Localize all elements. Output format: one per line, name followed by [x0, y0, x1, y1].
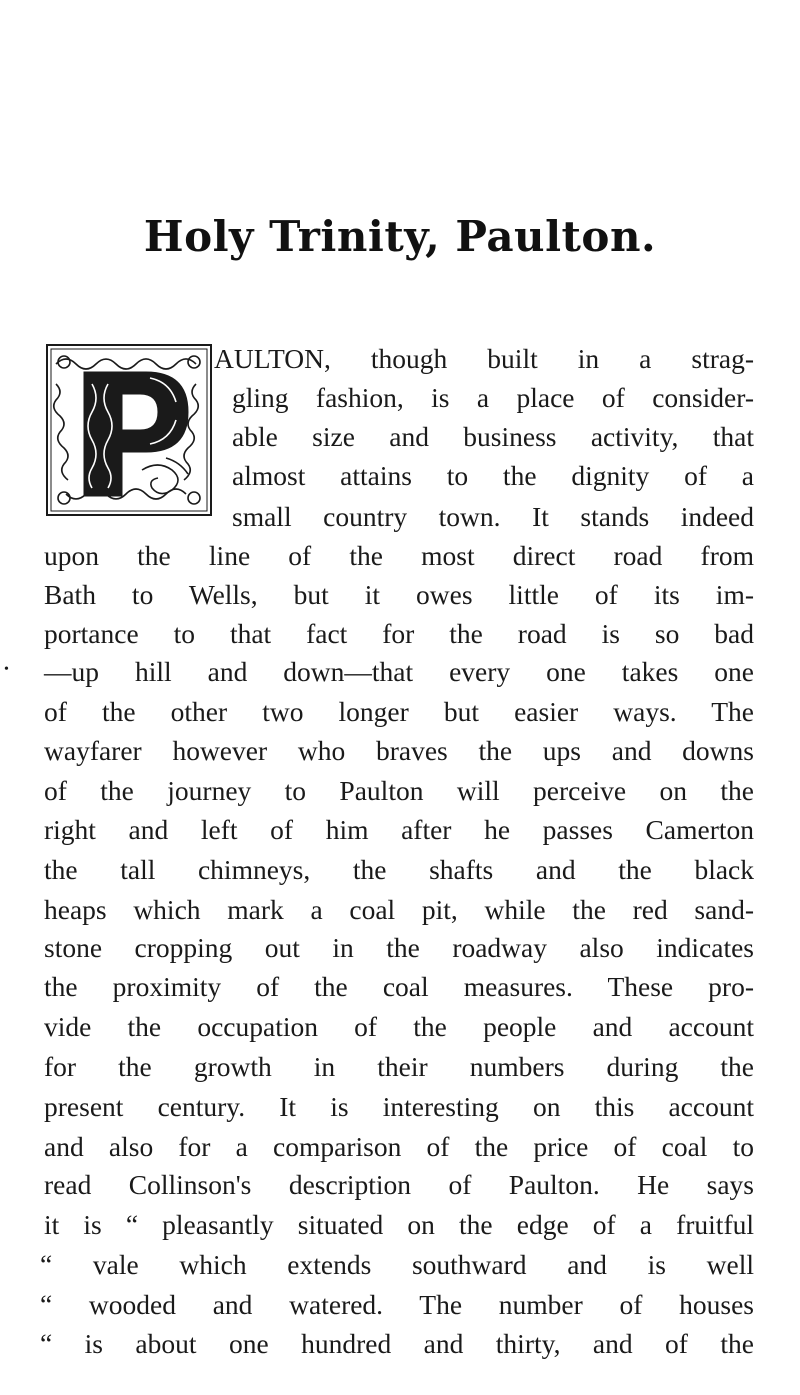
text-line: of the other two longer but easier ways. The — [44, 696, 754, 727]
text-line: gling fashion, is a place of consider- — [232, 382, 754, 413]
text-line: for the growth in their numbers during the — [44, 1051, 754, 1082]
text-line: portance to that fact for the road is so bad — [44, 618, 754, 649]
text-line: right and left of him after he passes Camerton — [44, 814, 754, 845]
page-title: Holy Trinity, Paulton. — [143, 212, 657, 261]
text-line: present century. It is interesting on this account — [44, 1091, 754, 1122]
text-line: vide the occupation of the people and account — [44, 1011, 754, 1042]
text-line: stone cropping out in the roadway also indicates — [44, 932, 754, 963]
text-line: the proximity of the coal measures. These pro- — [44, 971, 754, 1002]
text-line: heaps which mark a coal pit, while the red sand- — [44, 894, 754, 925]
text-line: AULTON, though built in a strag- — [214, 343, 754, 374]
text-line: “ is about one hundred and thirty, and of the — [40, 1328, 754, 1359]
text-line: it is “ pleasantly situated on the edge of a fruitful — [44, 1209, 754, 1240]
text-line: and also for a comparison of the price of coal to — [44, 1131, 754, 1162]
text-line: “ wooded and watered. The number of houses — [40, 1289, 754, 1320]
text-line: “ vale which extends southward and is well — [40, 1249, 754, 1280]
text-line: wayfarer however who braves the ups and downs — [44, 735, 754, 766]
text-line: of the journey to Paulton will perceive on the — [44, 775, 754, 806]
text-line: —up hill and down—that every one takes one — [44, 656, 754, 687]
drop-cap-p-illustration — [46, 344, 212, 516]
text-line: almost attains to the dignity of a — [232, 460, 754, 491]
text-line: small country town. It stands indeed — [232, 501, 754, 532]
text-line: able size and business activity, that — [232, 421, 754, 452]
text-line: the tall chimneys, the shafts and the black — [44, 854, 754, 885]
text-line: upon the line of the most direct road from — [44, 540, 754, 571]
stray-mark: • — [4, 662, 9, 677]
text-line: Bath to Wells, but it owes little of its im- — [44, 579, 754, 610]
ornamental-drop-cap — [46, 344, 212, 516]
text-line: read Collinson's description of Paulton. He says — [44, 1169, 754, 1200]
